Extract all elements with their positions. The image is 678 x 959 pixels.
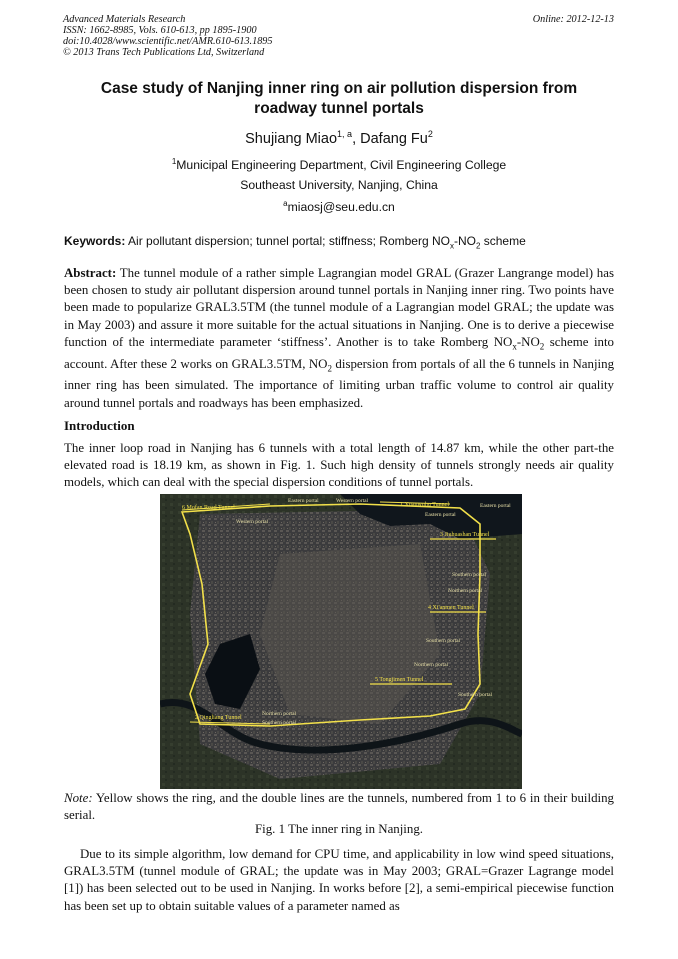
label-southern-portal-t5: Southern portal xyxy=(458,692,493,698)
keywords-sub-2: 2 xyxy=(475,241,481,251)
keywords-mid: -NO xyxy=(453,234,476,248)
label-southern-portal-t2: Southern portal xyxy=(262,720,297,726)
abstract-text-1: The tunnel module of a rather simple Lagrangian model GRAL (Grazer Langrange model) has been chosen to study air pollutant dispersion around tunnel portals in Nanjing inner ring. Two points have been made to popularize GRAL3.5TM (the tunnel module of a Lagrangian model GRAL; the update was in May 2003) and assure it more suitable for the actual situations in Nanjing. One is to derive a piecewise function of the intermediate parameter ‘stiffness’. Another is to take Romberg NO xyxy=(64,266,614,349)
label-tunnel-3: 3 Jiuhuashan Tunnel xyxy=(440,532,490,538)
abstract-text-3: scheme into account. After these 2 works on GRAL3.5TM, NO xyxy=(64,334,614,371)
label-tunnel-6: 6 Mofan Road Tunnel xyxy=(182,505,235,511)
paper-title xyxy=(70,79,608,119)
label-tunnel-2: 2 Qingliang Tunnel xyxy=(195,715,242,721)
author-2: Dafang Fu xyxy=(360,130,428,147)
keywords-sub-x: x xyxy=(449,241,454,251)
email: miaosj@seu.edu.cn xyxy=(287,200,395,215)
figure-note xyxy=(64,790,614,824)
abstract-text-2: -NO xyxy=(516,334,540,349)
label-northern-portal-t2: Northern portal xyxy=(262,711,297,717)
figure-caption: Fig. 1 The inner ring in Nanjing. xyxy=(254,822,424,836)
abstract-text-4: dispersion from portals of all the 6 tunnels in Nanjing inner ring has been simulated. The importance of limiting urban traffic volume to control air quality around tunnel portals and roadways has been emphasized. xyxy=(64,356,615,410)
email-sup: a xyxy=(283,199,288,208)
journal-doi: doi:10.4028/www.scientific.net/AMR.610-613.1895 xyxy=(63,36,273,47)
label-tunnel-5: 5 Tongjimen Tunnel xyxy=(375,677,424,683)
authors xyxy=(0,129,678,147)
affiliation-line-1 xyxy=(0,157,678,172)
label-eastern-portal-t3: Eastern portal xyxy=(480,503,511,509)
author-1-sup: 1, a xyxy=(337,129,353,139)
abstract-sub-x: x xyxy=(512,341,517,352)
label-northern-portal-t5: Northern portal xyxy=(414,662,449,668)
abstract-sub-2b: 2 xyxy=(327,363,332,374)
affiliation-sup: 1 xyxy=(171,157,177,166)
author-sep: , xyxy=(352,130,361,147)
journal-copyright: © 2013 Trans Tech Publications Ltd, Switzerland xyxy=(63,47,265,58)
affiliation-dept: Municipal Engineering Department, Civil Engineering College xyxy=(176,158,507,173)
keywords xyxy=(64,234,624,250)
keywords-tail: scheme xyxy=(480,234,526,248)
label-eastern-portal-t1: Eastern portal xyxy=(425,512,456,518)
note-text: Yellow shows the ring, and the double lines are the tunnels, numbered from 1 to 6 in their building serial. xyxy=(64,791,614,823)
label-northern-portal-t4: Northern portal xyxy=(448,588,483,594)
abstract xyxy=(64,265,614,412)
author-1: Shujiang Miao xyxy=(245,130,338,147)
journal-issn: ISSN: 1662-8985, Vols. 610-613, pp 1895-1900 xyxy=(63,25,257,36)
author-2-sup: 2 xyxy=(427,129,433,139)
map-svg xyxy=(160,494,522,789)
note-label: Note: xyxy=(64,791,93,805)
keywords-text: Air pollutant dispersion; tunnel portal; stiffness; Romberg NO xyxy=(125,234,450,248)
figure-map xyxy=(160,494,522,789)
journal-info xyxy=(63,14,272,58)
label-southern-portal-t4: Southern portal xyxy=(426,638,461,644)
label-tunnel-4: 4 Xi'anmen Tunnel xyxy=(428,605,474,611)
email-line xyxy=(0,199,678,214)
introduction-paragraph: The inner loop road in Nanjing has 6 tunnels with a total length of 14.87 km, while the other part-the elevated road is 18.19 km, as shown in Fig. 1. Such high density of tunnels strongly needs air quality models, which can deal with the special dispersion conditions of tunnel portals. xyxy=(64,441,614,490)
label-western-portal-t6: Western portal xyxy=(236,519,269,525)
label-western-portal-top: Western portal xyxy=(336,498,369,504)
journal-name: Advanced Materials Research xyxy=(63,14,186,25)
abstract-label: Abstract: xyxy=(64,266,117,280)
label-southern-portal-t3: Southern portal xyxy=(452,572,487,578)
body-paragraph: Due to its simple algorithm, low demand for CPU time, and applicability in low wind speed situations, GRAL3.5TM (tunnel module of GRAL; the update was in May 2003; GRAL=Grazer Lagrange model [1]) has been selected out to be used in Nanjing. In works before [2], a semi-empirical piecewise function has been set up to obtain suitable values of a parameter named as xyxy=(64,847,614,913)
affiliation-line-2: Southeast University, Nanjing, China xyxy=(240,178,438,192)
label-tunnel-1: 1 Xuanwuhu Tunnel xyxy=(400,502,450,508)
section-heading-introduction: Introduction xyxy=(64,418,135,433)
abstract-sub-2: 2 xyxy=(539,341,545,352)
title-line-2: roadway tunnel portals xyxy=(254,100,424,117)
title-line-1: Case study of Nanjing inner ring on air pollution dispersion from xyxy=(100,80,578,97)
keywords-label: Keywords: xyxy=(64,234,126,248)
label-eastern-portal-top: Eastern portal xyxy=(288,498,319,504)
online-date: Online: 2012-12-13 xyxy=(532,14,614,25)
